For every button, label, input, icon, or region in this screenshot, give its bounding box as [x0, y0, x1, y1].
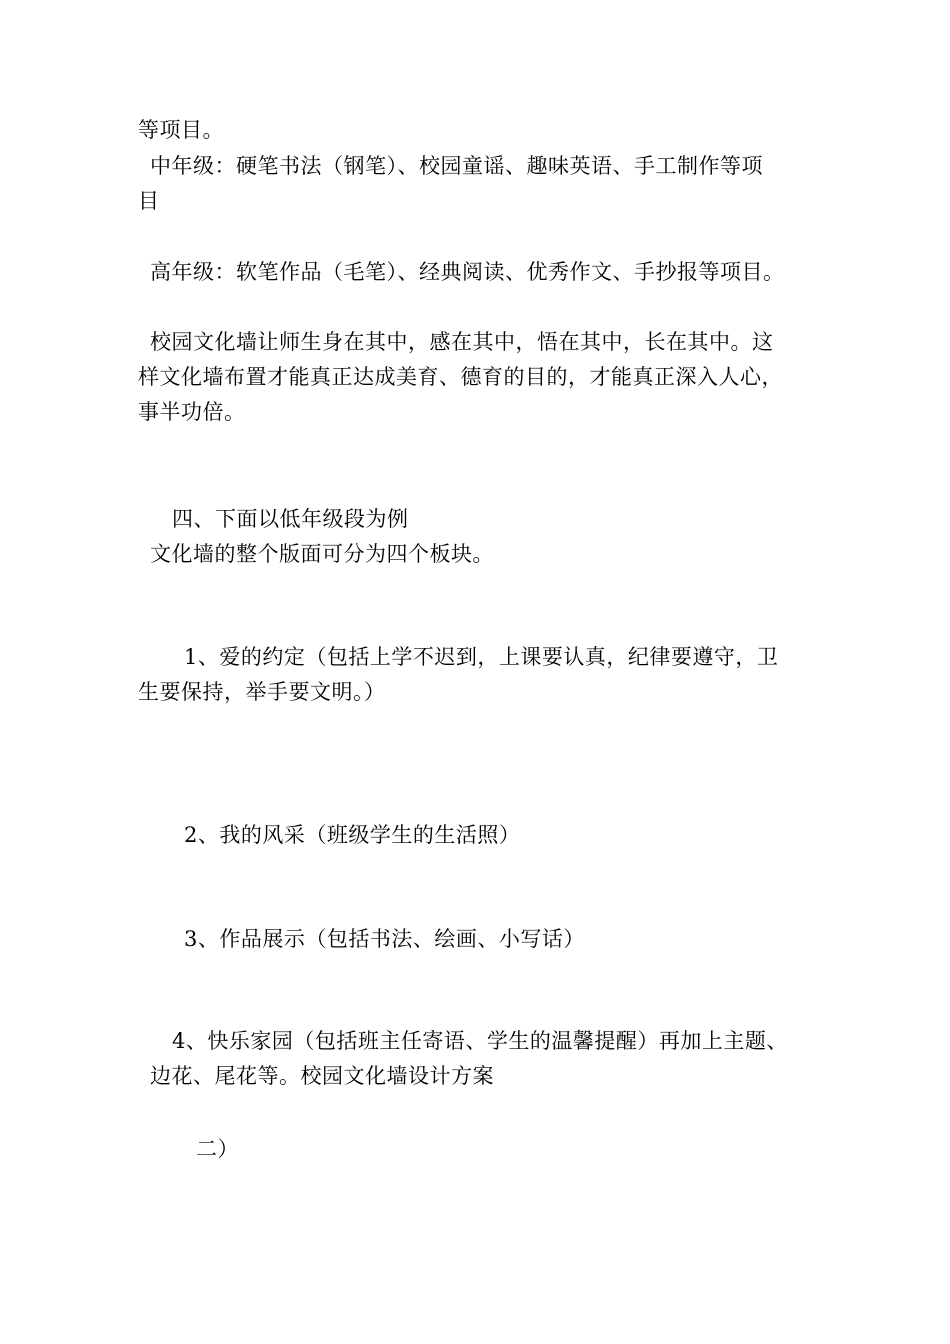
text-line-6: 样文化墙布置才能真正达成美育、德育的目的，才能真正深入人心，	[138, 365, 783, 389]
text-line-10: 1、爱的约定（包括上学不迟到，上课要认真，纪律要遵守，卫	[184, 645, 779, 669]
text-line-12: 2、我的风采（班级学生的生活照）	[184, 823, 521, 847]
text-line-5: 校园文化墙让师生身在其中，感在其中，悟在其中，长在其中。这	[150, 330, 774, 354]
text-line-3: 目	[138, 189, 160, 213]
text-line-7: 事半功倍。	[138, 400, 246, 424]
text-line-2: 中年级：硬笔书法（钢笔）、校园童谣、趣味英语、手工制作等项	[150, 154, 763, 178]
text-line-16: 二）	[196, 1137, 239, 1161]
text-line-9: 文化墙的整个版面可分为四个板块。	[150, 542, 494, 566]
section-heading: 四、下面以低年级段为例	[172, 507, 409, 531]
text-line-14: 4、快乐家园（包括班主任寄语、学生的温馨提醒）再加上主题、	[172, 1029, 788, 1053]
text-line-15: 边花、尾花等。校园文化墙设计方案	[150, 1064, 494, 1088]
text-line-1: 等项目。	[138, 118, 224, 142]
text-line-11: 生要保持，举手要文明。）	[138, 680, 386, 704]
text-line-4: 高年级：软笔作品（毛笔）、经典阅读、优秀作文、手抄报等项目。	[150, 260, 785, 284]
text-line-13: 3、作品展示（包括书法、绘画、小写话）	[184, 927, 585, 951]
